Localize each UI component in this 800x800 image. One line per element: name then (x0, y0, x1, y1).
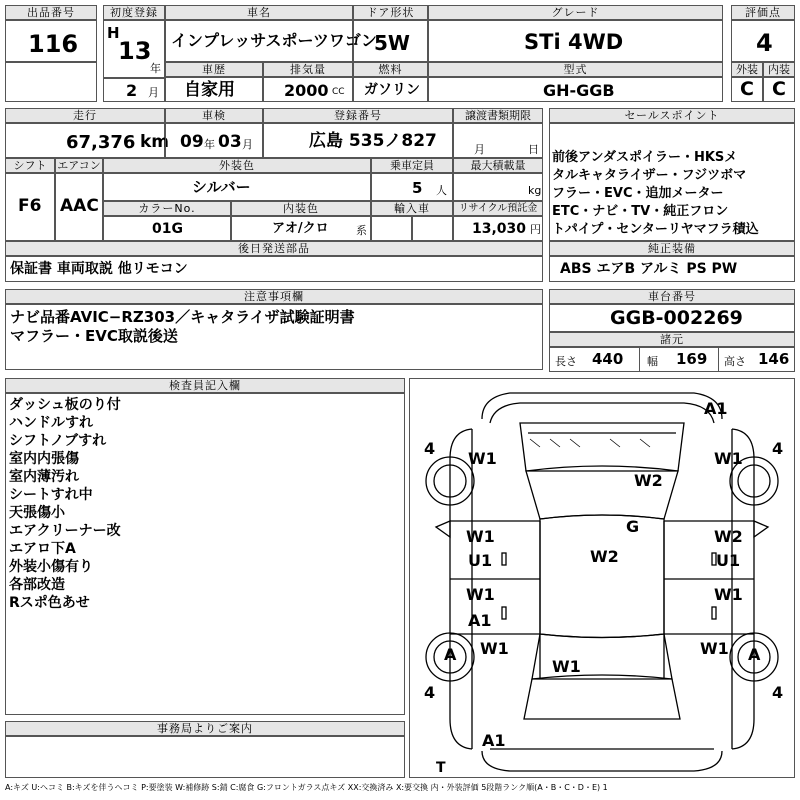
inspection-header: 車検 (165, 108, 263, 123)
mileage-value: 67,376 (66, 132, 136, 153)
spec-width-value: 169 (676, 350, 708, 368)
mileage-box (5, 123, 170, 158)
year-value: 13 (118, 37, 152, 65)
fuel-value: ガソリン (364, 82, 420, 98)
spec-length-label: 長さ (555, 355, 577, 368)
sales-points-box (549, 123, 795, 241)
history-header: 車歴 (165, 62, 263, 77)
history-value: 自家用 (184, 80, 235, 100)
int-color-box (231, 216, 371, 241)
fuel-header: 燃料 (353, 62, 428, 77)
inspector-notes-text: ダッシュ板のり付 ハンドルすれ シフトノブすれ 室内内張傷 室内薄汚れ シートすれ中 天張傷小 エアクリーナー改 エアロ下A 外装小傷有り 各部改造 Rスポ色あせ (9, 397, 121, 611)
transfer-day-unit: 日 (528, 143, 539, 156)
sales-points-text: 前後アンダスポイラー・HKSメ タルキャタライザー・フジツボマ フラー・EVC・追加メーター ETC・ナビ・TV・純正フロン トパイプ・センターリヤマフラ積込 (552, 150, 759, 237)
capacity-value: 5 (412, 179, 423, 197)
spec-height-value: 146 (758, 350, 790, 368)
int-color-value: アオ/クロ (272, 221, 329, 236)
capacity-unit: 人 (436, 184, 447, 197)
mark-tire-fr: 4 (772, 439, 784, 458)
era-value: H (107, 24, 120, 42)
int-color-unit: 系 (356, 224, 367, 237)
mileage-unit: km (140, 132, 170, 152)
recycle-box (453, 216, 543, 241)
specs-box (549, 347, 795, 372)
fuel-box (353, 77, 428, 102)
mark-hood: W2 (634, 471, 663, 490)
model-code-box (428, 77, 723, 102)
grade-value: STi 4WD (524, 30, 624, 54)
mark-left-front-door-1: W1 (466, 527, 495, 546)
door-type-value: 5W (374, 31, 410, 55)
mark-left-rear-door-2: A1 (468, 611, 492, 630)
spec-width-label: 幅 (647, 355, 658, 368)
month-value: 2 (126, 81, 138, 100)
std-equipment-box (549, 256, 795, 282)
interior-header: 内装 (763, 62, 795, 77)
mileage-header: 走行 (5, 108, 165, 123)
month-box (103, 78, 165, 102)
exterior-header: 外装 (731, 62, 763, 77)
std-equipment-header: 純正装備 (549, 241, 795, 256)
mark-front-bumper: A1 (704, 399, 728, 418)
inspection-box (165, 123, 263, 158)
capacity-header: 乗車定員 (371, 158, 453, 173)
mark-right-front-door-1: W2 (714, 527, 743, 546)
first-reg-box (103, 20, 165, 78)
max-load-box (453, 173, 543, 201)
reg-no-header: 登録番号 (263, 108, 453, 123)
displacement-value: 2000 (284, 81, 329, 100)
transfer-doc-box (453, 123, 543, 158)
year-unit: 年 (150, 62, 161, 75)
exterior-grade-box (731, 77, 763, 102)
mark-left-rear-door-1: W1 (466, 585, 495, 604)
office-box (5, 736, 405, 778)
mark-left-front-door-2: U1 (468, 551, 493, 570)
mark-rear-gate: W1 (552, 657, 581, 676)
shift-header: シフト (5, 158, 55, 173)
import-box-2 (412, 216, 453, 241)
score-box (731, 20, 795, 62)
grade-box (428, 20, 723, 62)
shift-value: F6 (18, 196, 42, 216)
mark-tire-rl: 4 (424, 683, 436, 702)
ext-color-box (103, 173, 371, 201)
car-diagram-box (409, 378, 795, 778)
grade-header: グレード (428, 5, 723, 20)
door-type-header: ドア形状 (353, 5, 428, 20)
spec-height-label: 高さ (724, 355, 746, 368)
color-no-box (103, 216, 231, 241)
notes-text: ナビ品番AVIC−RZ303／キャタライザ試験証明書 マフラー・EVC取説後送 (10, 308, 355, 345)
specs-header: 諸元 (549, 332, 795, 347)
mark-right-rear-fender: W1 (700, 639, 729, 658)
mark-left-wheel-rear: A (444, 645, 457, 664)
lot-no-header: 出品番号 (5, 5, 97, 20)
spec-length-value: 440 (592, 350, 624, 368)
model-code-value: GH-GGB (543, 81, 615, 100)
history-box (165, 77, 263, 102)
chassis-no-header: 車台番号 (549, 289, 795, 304)
car-outline-diagram (410, 379, 794, 777)
std-equipment-value: ABS エアB アルミ PS PW (560, 261, 738, 277)
exterior-grade-value: C (740, 78, 754, 100)
mark-trunk: T (436, 760, 446, 776)
notes-header: 注意事項欄 (5, 289, 543, 304)
door-type-box (353, 20, 428, 62)
score-header: 評価点 (731, 5, 795, 20)
mark-tire-fl: 4 (424, 439, 436, 458)
car-name-header: 車名 (165, 5, 353, 20)
displacement-header: 排気量 (263, 62, 353, 77)
interior-grade-value: C (772, 78, 786, 100)
first-reg-header: 初度登録 (103, 5, 165, 20)
mark-rear-bumper: A1 (482, 731, 506, 750)
inspector-box (5, 393, 405, 715)
mark-tire-rr: 4 (772, 683, 784, 702)
mark-windshield: G (626, 517, 640, 536)
ext-color-value: シルバー (192, 178, 251, 196)
shift-box (5, 173, 55, 241)
recycle-header: リサイクル預託金 (453, 201, 543, 216)
inspection-month: 03 (218, 132, 242, 152)
car-name-value: インプレッサスポーツワゴン (171, 31, 377, 50)
later-parts-box (5, 256, 543, 282)
car-name-box (165, 20, 377, 62)
import-header: 輸入車 (371, 201, 453, 216)
lot-no-value: 116 (28, 30, 79, 58)
model-code-header: 型式 (428, 62, 723, 77)
displacement-box (263, 77, 353, 102)
interior-grade-box (763, 77, 795, 102)
later-parts-value: 保証書 車両取説 他リモコン (10, 261, 188, 277)
mark-front-left-fender: W1 (468, 449, 497, 468)
inspection-year: 09 (180, 132, 204, 152)
max-load-unit: kg (528, 184, 542, 197)
recycle-value: 13,030 (472, 221, 527, 237)
notes-box (5, 304, 543, 370)
later-parts-header: 後日発送部品 (5, 241, 543, 256)
aircon-header: エアコン (55, 158, 103, 173)
damage-legend: A:キズ U:ヘコミ B:キズを伴うヘコミ P:要塗装 W:補修跡 S:錆 C:腐食 G:フロントガラス点キズ XX:交換済み X:要交換 内・外装評価 5段階ランク順(A・B・C・D・E) 1 (5, 783, 608, 792)
lot-no-box (5, 20, 97, 62)
inspection-month-unit: 月 (242, 138, 253, 151)
spec-divider-1 (639, 347, 640, 372)
month-unit: 月 (148, 86, 159, 99)
mark-right-wheel-rear: A (748, 645, 761, 664)
chassis-no-value: GGB-002269 (610, 307, 743, 329)
transfer-month-unit: 月 (474, 143, 485, 156)
aircon-value: AAC (60, 196, 99, 216)
sales-points-header: セールスポイント (549, 108, 795, 123)
max-load-header: 最大積載量 (453, 158, 543, 173)
reg-no-value: 広島 535ノ827 (309, 131, 437, 151)
inspector-header: 検査員記入欄 (5, 378, 405, 393)
capacity-box (371, 173, 453, 201)
lot-no-lower-box (5, 62, 97, 102)
office-header: 事務局よりご案内 (5, 721, 405, 736)
mark-roof: W2 (590, 547, 619, 566)
spec-divider-2 (718, 347, 719, 372)
displacement-unit: CC (332, 87, 345, 97)
mark-right-front-door-2: U1 (716, 551, 741, 570)
inspection-year-unit: 年 (204, 138, 215, 151)
ext-color-header: 外装色 (103, 158, 371, 173)
color-no-header: カラーNo. (103, 201, 231, 216)
import-box (371, 216, 412, 241)
mark-left-rear-fender: W1 (480, 639, 509, 658)
score-value: 4 (756, 29, 773, 57)
chassis-no-box (549, 304, 795, 332)
int-color-header: 内装色 (231, 201, 371, 216)
reg-no-box (263, 123, 453, 158)
color-no-value: 01G (152, 221, 183, 237)
mark-front-right-fender: W1 (714, 449, 743, 468)
recycle-unit: 円 (530, 223, 541, 236)
mark-right-rear-door: W1 (714, 585, 743, 604)
transfer-doc-header: 譲渡書類期限 (453, 108, 543, 123)
aircon-box (55, 173, 103, 241)
